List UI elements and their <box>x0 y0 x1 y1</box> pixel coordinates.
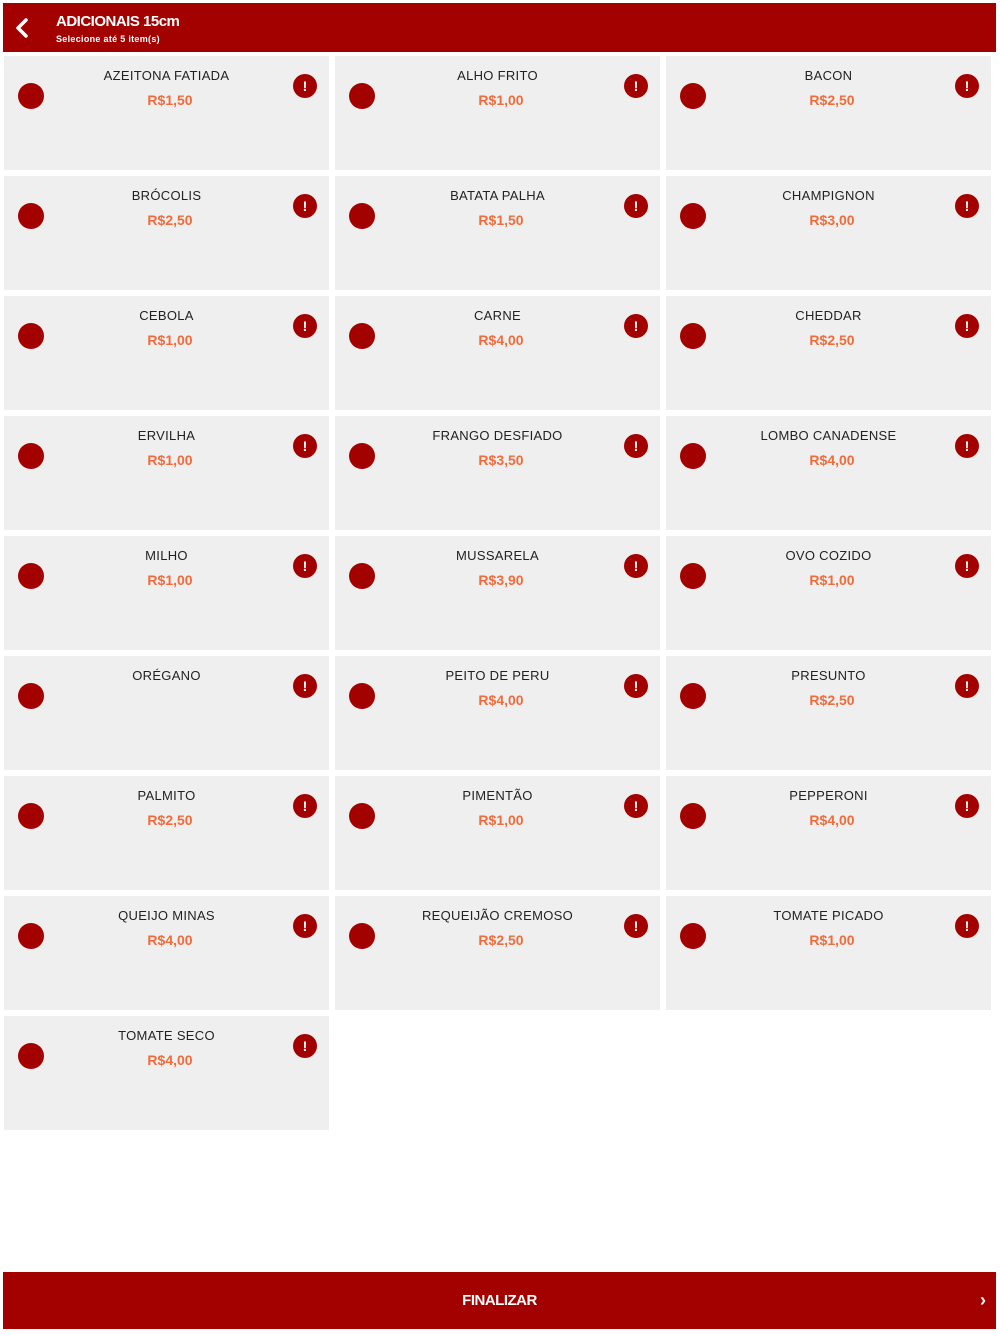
addon-item-card[interactable] <box>4 176 329 290</box>
addon-item-name: BRÓCOLIS <box>131 188 202 203</box>
info-icon[interactable]: ! <box>624 674 648 698</box>
addon-item-name: PEPPERONI <box>789 788 868 803</box>
info-icon[interactable]: ! <box>624 914 648 938</box>
addon-item-price: R$1,00 <box>478 92 524 108</box>
select-circle-icon[interactable] <box>349 803 375 829</box>
addon-item-name: ERVILHA <box>137 428 196 443</box>
select-circle-icon[interactable] <box>349 323 375 349</box>
addon-item-name: TOMATE PICADO <box>773 908 884 923</box>
select-circle-icon[interactable] <box>680 203 706 229</box>
info-icon[interactable]: ! <box>624 74 648 98</box>
select-circle-icon[interactable] <box>680 323 706 349</box>
addon-item-name: ALHO FRITO <box>457 68 538 83</box>
info-icon[interactable]: ! <box>955 674 979 698</box>
addon-item-name: BACON <box>804 68 853 83</box>
info-icon[interactable]: ! <box>293 674 317 698</box>
addon-item-price: R$4,00 <box>147 932 193 948</box>
addons-grid <box>4 56 997 1130</box>
info-icon[interactable]: ! <box>293 194 317 218</box>
addon-item-price: R$3,00 <box>809 212 855 228</box>
addon-item-name: REQUEIJÃO CREMOSO <box>421 908 573 923</box>
addon-item-card[interactable] <box>4 416 329 530</box>
addon-item-price: R$2,50 <box>147 812 193 828</box>
select-circle-icon[interactable] <box>18 803 44 829</box>
select-circle-icon[interactable] <box>680 563 706 589</box>
info-icon[interactable]: ! <box>624 314 648 338</box>
addon-item-name: PEITO DE PERU <box>445 668 550 683</box>
addon-item-card[interactable] <box>666 776 991 890</box>
addon-item-price: R$1,50 <box>147 92 193 108</box>
addon-item-name: LOMBO CANADENSE <box>760 428 897 443</box>
addon-item-card[interactable] <box>666 416 991 530</box>
select-circle-icon[interactable] <box>18 443 44 469</box>
addon-item-name: CHAMPIGNON <box>782 188 875 203</box>
addon-item-price: R$4,00 <box>478 332 524 348</box>
addon-item-price: R$2,50 <box>478 932 524 948</box>
info-icon[interactable]: ! <box>624 434 648 458</box>
select-circle-icon[interactable] <box>349 923 375 949</box>
select-circle-icon[interactable] <box>18 83 44 109</box>
addon-item-name: OVO COZIDO <box>785 548 872 563</box>
addon-item-name: MILHO <box>145 548 188 563</box>
addon-item-price: R$1,00 <box>147 452 193 468</box>
chevron-left-icon <box>9 15 35 41</box>
select-circle-icon[interactable] <box>680 923 706 949</box>
addon-item-card[interactable] <box>335 896 660 1010</box>
addon-item-card[interactable] <box>335 416 660 530</box>
info-icon[interactable]: ! <box>293 914 317 938</box>
finalize-button[interactable] <box>3 1272 996 1329</box>
addon-item-name: PALMITO <box>137 788 196 803</box>
select-circle-icon[interactable] <box>680 83 706 109</box>
addon-item-price: R$4,00 <box>809 452 855 468</box>
addon-item-card[interactable] <box>335 176 660 290</box>
info-icon[interactable]: ! <box>293 314 317 338</box>
info-icon[interactable]: ! <box>624 194 648 218</box>
addon-item-price: R$3,50 <box>478 452 524 468</box>
addon-item-card[interactable] <box>4 1016 329 1130</box>
info-icon[interactable]: ! <box>955 794 979 818</box>
addon-item-card[interactable] <box>4 56 329 170</box>
addon-item-card[interactable] <box>666 56 991 170</box>
addon-item-name: MUSSARELA <box>456 548 539 563</box>
header-bar <box>3 3 996 52</box>
info-icon[interactable]: ! <box>624 554 648 578</box>
info-icon[interactable]: ! <box>955 434 979 458</box>
info-icon[interactable]: ! <box>293 794 317 818</box>
select-circle-icon[interactable] <box>18 563 44 589</box>
addon-item-price: R$3,90 <box>478 572 524 588</box>
addon-item-card[interactable] <box>666 176 991 290</box>
info-icon[interactable]: ! <box>293 1034 317 1058</box>
select-circle-icon[interactable] <box>349 563 375 589</box>
select-circle-icon[interactable] <box>18 923 44 949</box>
addon-item-name: AZEITONA FATIADA <box>103 68 230 83</box>
select-circle-icon[interactable] <box>349 83 375 109</box>
select-circle-icon[interactable] <box>18 1043 44 1069</box>
select-circle-icon[interactable] <box>18 203 44 229</box>
finalize-label: FINALIZAR <box>462 1292 537 1309</box>
back-button[interactable] <box>9 15 35 41</box>
addon-item-name: PIMENTÃO <box>462 788 533 803</box>
addon-item-price: R$2,50 <box>809 92 855 108</box>
select-circle-icon[interactable] <box>680 803 706 829</box>
addon-item-name: QUEIJO MINAS <box>118 908 215 923</box>
addon-item-name: FRANGO DESFIADO <box>432 428 563 443</box>
addon-item-card[interactable] <box>4 536 329 650</box>
addon-item-card[interactable] <box>666 296 991 410</box>
addon-item-card[interactable] <box>666 536 991 650</box>
info-icon[interactable]: ! <box>293 554 317 578</box>
info-icon[interactable]: ! <box>955 194 979 218</box>
addon-item-card[interactable] <box>335 296 660 410</box>
chevron-right-icon: › <box>980 1290 986 1310</box>
addon-item-price: R$1,00 <box>478 812 524 828</box>
addon-item-price: R$2,50 <box>147 212 193 228</box>
select-circle-icon[interactable] <box>680 443 706 469</box>
select-circle-icon[interactable] <box>680 683 706 709</box>
info-icon[interactable]: ! <box>955 74 979 98</box>
addon-item-price: R$4,00 <box>147 1052 193 1068</box>
addon-item-price: R$1,00 <box>147 332 193 348</box>
addon-item-price: R$1,00 <box>809 572 855 588</box>
addon-item-price: R$2,50 <box>809 332 855 348</box>
addon-item-name: CHEDDAR <box>795 308 862 323</box>
addon-item-name: TOMATE SECO <box>118 1028 215 1043</box>
info-icon[interactable]: ! <box>955 554 979 578</box>
select-circle-icon[interactable] <box>349 203 375 229</box>
addon-item-name: CARNE <box>473 308 521 323</box>
page-title: ADICIONAIS 15cm <box>56 13 180 30</box>
addon-item-price: R$1,00 <box>809 932 855 948</box>
page-subtitle: Selecione até 5 item(s) <box>56 34 160 44</box>
addon-item-price: R$2,50 <box>809 692 855 708</box>
addon-item-card[interactable] <box>335 56 660 170</box>
addon-item-price: R$4,00 <box>809 812 855 828</box>
addon-item-name: PRESUNTO <box>791 668 866 683</box>
addon-item-card[interactable] <box>666 896 991 1010</box>
addon-item-name: ORÉGANO <box>132 668 201 683</box>
addon-item-card[interactable] <box>335 656 660 770</box>
addon-item-card[interactable] <box>666 656 991 770</box>
addon-item-price: R$4,00 <box>478 692 524 708</box>
select-circle-icon[interactable] <box>349 683 375 709</box>
addon-item-card[interactable] <box>335 776 660 890</box>
addon-item-card[interactable] <box>335 536 660 650</box>
addon-item-price: R$1,50 <box>478 212 524 228</box>
addon-item-card[interactable] <box>4 776 329 890</box>
info-icon[interactable]: ! <box>955 314 979 338</box>
addon-item-price: R$1,00 <box>147 572 193 588</box>
select-circle-icon[interactable] <box>18 683 44 709</box>
info-icon[interactable]: ! <box>624 794 648 818</box>
addon-item-card[interactable] <box>4 296 329 410</box>
info-icon[interactable]: ! <box>293 434 317 458</box>
addon-item-name: BATATA PALHA <box>450 188 545 203</box>
info-icon[interactable]: ! <box>955 914 979 938</box>
select-circle-icon[interactable] <box>349 443 375 469</box>
info-icon[interactable]: ! <box>293 74 317 98</box>
addon-item-card[interactable] <box>4 896 329 1010</box>
addon-item-name: CEBOLA <box>139 308 194 323</box>
addon-item-card[interactable] <box>4 656 329 770</box>
select-circle-icon[interactable] <box>18 323 44 349</box>
